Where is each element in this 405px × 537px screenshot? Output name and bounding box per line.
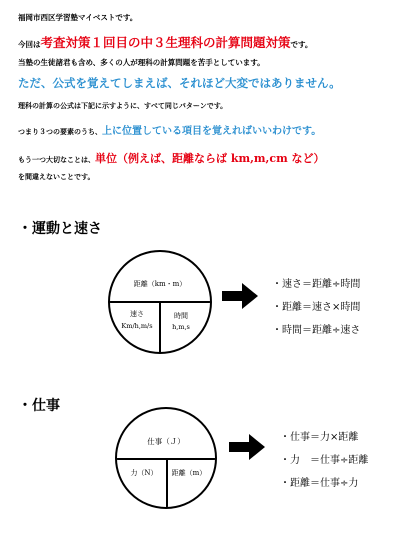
circle-top-label: 仕事（Ｊ） [147, 437, 185, 446]
rule-3: ・時間＝距離÷速さ [272, 325, 361, 336]
circle-divider-vertical [166, 458, 168, 507]
rule-2: ・距離＝速さ×時間 [272, 302, 361, 313]
intro-headline: 考査対策１回目の中３生理科の計算問題対策 [40, 35, 291, 50]
circle-right-label: 距離（m） [171, 469, 207, 477]
circle-top-label: 距離（km・m） [133, 280, 187, 288]
intro-line-3: 当塾の生徒諸君も含め、多くの人が理科の計算問題を苦手としています。 [18, 58, 265, 67]
intro-line-6-emphasis: 上に位置している項目を覚えればいいわけです。 [102, 126, 322, 137]
intro-line-5: 理科の計算の公式は下記に示すように、すべて同じパターンです。 [18, 101, 228, 110]
formula-circle-work [115, 407, 217, 509]
intro-line-6 [18, 122, 321, 137]
intro-line-2 [18, 33, 312, 51]
intro-line-6-prefix: つまり３つの要素のうち、 [18, 127, 102, 136]
circle-left-unit: Km/h,m/s [121, 322, 153, 330]
section-title-motion: ・運動と速さ [18, 221, 102, 237]
intro-line-8: を間違えないことです。 [18, 172, 95, 181]
rule-3: ・距離＝仕事÷力 [280, 478, 359, 489]
section-title-work: ・仕事 [18, 398, 60, 414]
right-arrow-icon [229, 434, 265, 460]
circle-divider-vertical [159, 301, 161, 352]
intro-line-1: 福岡市西区学習塾マイベストです。 [18, 13, 138, 22]
formula-circle-motion [108, 250, 212, 354]
intro-line-2-suffix: です。 [290, 40, 313, 49]
rule-2: ・力 ＝仕事÷距離 [280, 455, 369, 466]
rule-1: ・仕事＝力×距離 [280, 432, 359, 443]
intro-line-2-prefix: 今回は [18, 40, 41, 49]
rule-1: ・速さ＝距離÷時間 [272, 279, 361, 290]
intro-line-7-emphasis: 単位（例えば、距離ならば km,m,cm など） [95, 152, 325, 165]
intro-line-7-prefix: もう一つ大切なことは、 [18, 155, 95, 164]
intro-line-7 [18, 150, 325, 166]
circle-right-label: 時間 [174, 312, 188, 320]
right-arrow-icon [222, 283, 258, 309]
intro-line-4: ただ、公式を覚えてしまえば、それほど大変ではありません。 [18, 76, 341, 90]
circle-left-label: 速さ [130, 310, 144, 318]
circle-left-label: 力（N） [130, 469, 158, 477]
circle-right-unit: h,m,s [172, 323, 190, 331]
